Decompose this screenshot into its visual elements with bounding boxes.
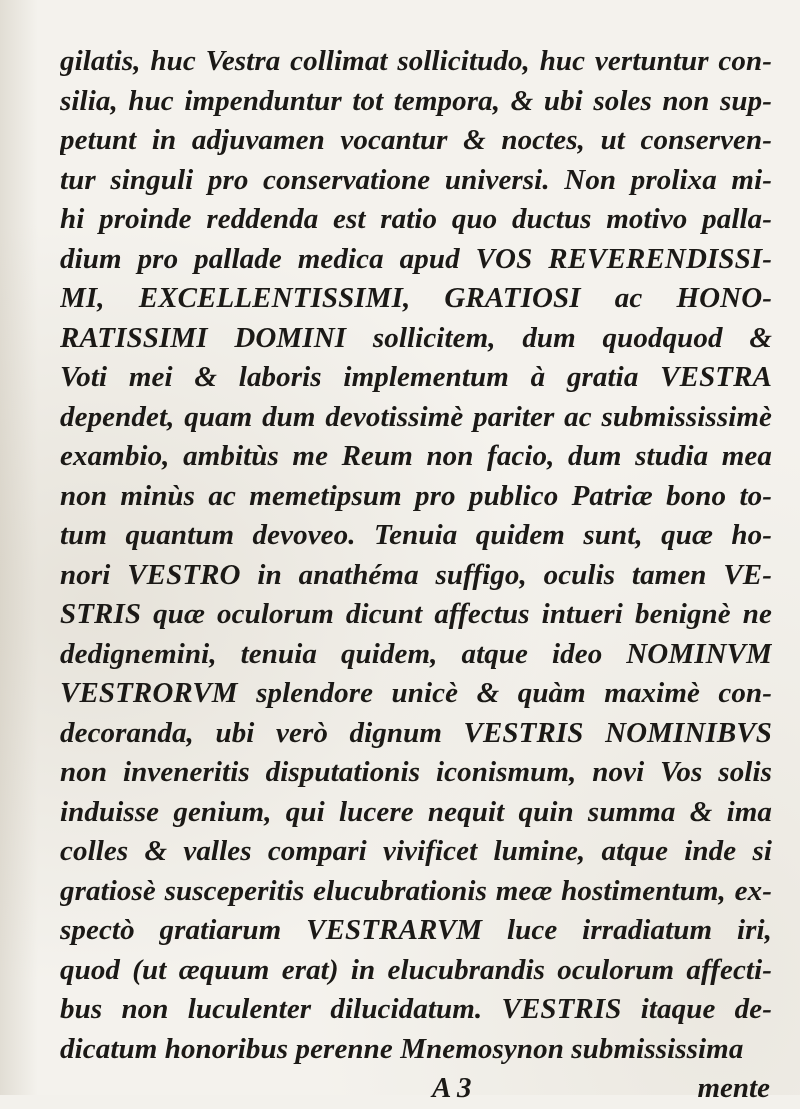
signature-mark: A 3 (432, 1072, 472, 1104)
text-line: MI, EXCELLENTISSIMI, GRATIOSI ac HONO- (60, 282, 772, 314)
text-line: non minùs ac memetipsum pro publico Patriæ bono to- (60, 479, 772, 512)
text-line: nori VESTRO in anathéma suffigo, oculis tamen VE- (60, 558, 772, 591)
text-line: STRIS quæ oculorum dicunt affectus intueri benignè ne (60, 598, 772, 630)
text-line: colles & valles compari vivificet lumine, atque inde si (60, 835, 772, 867)
text-line: gilatis, huc Vestra collimat sollicitudo, huc vertuntur con- (60, 45, 772, 77)
dedication-text (60, 42, 772, 1109)
text-line: gratiosè susceperitis elucubrationis meæ hostimentum, ex- (60, 874, 772, 907)
text-line: dedignemini, tenuia quidem, atque ideo NOMINVM (60, 637, 772, 670)
catchword: mente (697, 1072, 770, 1104)
text-line: spectò gratiarum VESTRARVM luce irradiatum iri, (60, 914, 772, 946)
text-line: hi proinde reddenda est ratio quo ductus motivo palla- (60, 203, 772, 235)
text-line: dependet, quam dum devotissimè pariter ac submississimè (60, 400, 772, 433)
text-line: RATISSIMI DOMINI sollicitem, dum quodquod & (60, 321, 772, 354)
text-line: bus non luculenter dilucidatum. VESTRIS itaque de- (60, 993, 772, 1025)
text-line: quod (ut æquum erat) in elucubrandis oculorum affecti- (60, 953, 772, 986)
text-line: dicatum honoribus perenne Mnemosynon submississima (60, 1032, 744, 1065)
text-line: VESTRORVM splendore unicè & quàm maximè con- (60, 677, 772, 709)
text-line: tur singuli pro conservatione universi. Non prolixa mi- (60, 163, 772, 196)
page-footer (60, 1069, 772, 1109)
text-line: tum quantum devoveo. Tenuia quidem sunt, quæ ho- (60, 519, 772, 551)
text-line: Voti mei & laboris implementum à gratia VESTRA (60, 361, 772, 393)
text-line: dium pro pallade medica apud VOS REVERENDISSI- (60, 242, 772, 275)
text-line: exambio, ambitùs me Reum non facio, dum studia mea (60, 440, 772, 472)
text-line: induisse genium, qui lucere nequit quin summa & ima (60, 795, 772, 828)
text-line: petunt in adjuvamen vocantur & noctes, ut conserven- (60, 124, 772, 156)
text-line: silia, huc impenduntur tot tempora, & ubi soles non sup- (60, 84, 772, 117)
text-line: decoranda, ubi verò dignum VESTRIS NOMINIBVS (60, 716, 772, 749)
page-gutter-shadow (0, 0, 38, 1095)
text-line: non inveneritis disputationis iconismum, novi Vos solis (60, 756, 772, 788)
